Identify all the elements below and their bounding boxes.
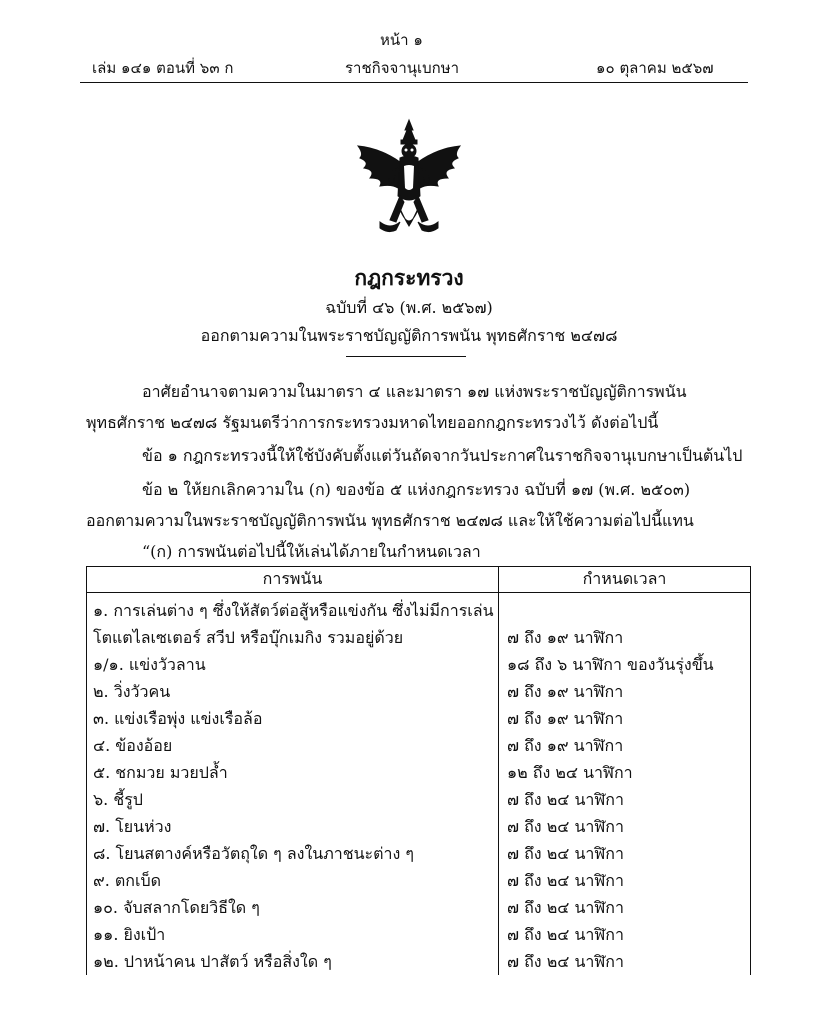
gambling-schedule-table [86, 566, 751, 975]
volume-issue: เล่ม ๑๔๑ ตอนที่ ๖๓ ก [92, 59, 234, 77]
table-header-row [87, 567, 751, 593]
time-cell: ๗ ถึง ๒๔ นาฬิกา [499, 894, 751, 921]
time-cell: ๗ ถึง ๒๔ นาฬิกา [499, 813, 751, 840]
gambling-cell: ๙. ตกเบ็ด [87, 867, 499, 894]
title-divider [346, 356, 466, 357]
time-cell: ๗ ถึง ๑๙ นาฬิกา [499, 678, 751, 705]
time-cell: ๗ ถึง ๒๔ นาฬิกา [499, 786, 751, 813]
time-cell: ๗ ถึง ๑๙ นาฬิกา [499, 705, 751, 732]
regulation-number: ฉบับที่ ๔๖ (พ.ศ. ๒๕๖๗) [325, 298, 493, 317]
document-subtitle: ออกตามความในพระราชบัญญัติการพนัน พุทธศักราช ๒๔๗๘ [200, 326, 618, 345]
gambling-cell: ๑๐. จับสลากโดยวิธีใด ๆ [87, 894, 499, 921]
clause-2-line-1: ข้อ ๒ ให้ยกเลิกความใน (ก) ของข้อ ๕ แห่งกฎกระทรวง ฉบับที่ ๑๗ (พ.ศ. ๒๕๐๓) [142, 480, 691, 499]
column-header-gambling: การพนัน [87, 567, 499, 593]
gambling-cell: ๑/๑. แข่งวัวลาน [87, 651, 499, 678]
time-cell: ๗ ถึง ๑๙ นาฬิกา [499, 732, 751, 759]
document-title: กฎกระทรวง [354, 265, 464, 290]
gambling-cell-line-1: ๑. การเล่นต่าง ๆ ซึ่งให้สัตว์ต่อสู้หรือแข่งกัน ซึ่งไม่มีการเล่น [93, 601, 494, 620]
table-row [87, 840, 751, 867]
gambling-cell: ๒. วิ่งวัวคน [87, 678, 499, 705]
table-row [87, 867, 751, 894]
gambling-cell: ๑๒. ปาหน้าคน ปาสัตว์ หรือสิ่งใด ๆ [87, 948, 499, 975]
page-number: หน้า ๑ [380, 31, 423, 49]
table-row [87, 651, 751, 678]
table-row [87, 894, 751, 921]
table-row [87, 759, 751, 786]
time-cell: ๑๒ ถึง ๒๔ นาฬิกา [499, 759, 751, 786]
table-row [87, 948, 751, 975]
gambling-cell: ๖. ชี้รูป [87, 786, 499, 813]
garuda-emblem-icon [350, 118, 468, 250]
column-header-time: กำหนดเวลา [499, 567, 751, 593]
gambling-cell: ๔. ข้องอ้อย [87, 732, 499, 759]
clause-2-line-2: ออกตามความในพระราชบัญญัติการพนัน พุทธศักราช ๒๔๗๘ และให้ใช้ความต่อไปนี้แทน [86, 511, 694, 530]
gambling-cell: ๘. โยนสตางค์หรือวัตถุใด ๆ ลงในภาชนะต่าง ๆ [87, 840, 499, 867]
gambling-cell: ๑๑. ยิงเป้า [87, 921, 499, 948]
header-rule [80, 82, 748, 83]
gambling-cell-line-2: โตแตไลเซเตอร์ สวีป หรือบุ๊กเมกิง รวมอยู่ด้วย [93, 628, 404, 647]
clause-1: ข้อ ๑ กฎกระทรวงนี้ให้ใช้บังคับตั้งแต่วันถัดจากวันประกาศในราชกิจจานุเบกษาเป็นต้นไป [142, 446, 743, 465]
gambling-cell: ๗. โยนห่วง [87, 813, 499, 840]
table-row [87, 732, 751, 759]
time-cell: ๗ ถึง ๒๔ นาฬิกา [499, 867, 751, 894]
time-cell: ๗ ถึง ๒๔ นาฬิกา [499, 840, 751, 867]
time-cell: ๗ ถึง ๒๔ นาฬิกา [499, 948, 751, 975]
preamble-line-2: พุทธศักราช ๒๔๗๘ รัฐมนตรีว่าการกระทรวงมหาดไทยออกกฎกระทรวงไว้ ดังต่อไปนี้ [86, 413, 659, 432]
publication-date: ๑๐ ตุลาคม ๒๕๖๗ [596, 59, 714, 77]
table-row [87, 921, 751, 948]
quote-intro: “(ก) การพนันต่อไปนี้ให้เล่นได้ภายในกำหนดเวลา [142, 542, 481, 561]
table-row [87, 813, 751, 840]
preamble-line-1: อาศัยอำนาจตามความในมาตรา ๔ และมาตรา ๑๗ แห่งพระราชบัญญัติการพนัน [142, 382, 687, 401]
table-row [87, 593, 751, 652]
publication-name: ราชกิจจานุเบกษา [345, 59, 460, 77]
table-row [87, 786, 751, 813]
gambling-cell: ๕. ชกมวย มวยปล้ำ [87, 759, 499, 786]
gambling-cell: ๓. แข่งเรือพุ่ง แข่งเรือล้อ [87, 705, 499, 732]
time-cell: ๗ ถึง ๑๙ นาฬิกา [499, 593, 751, 652]
table-row [87, 705, 751, 732]
gambling-cell [87, 593, 499, 652]
time-cell: ๗ ถึง ๒๔ นาฬิกา [499, 921, 751, 948]
time-cell: ๑๘ ถึง ๖ นาฬิกา ของวันรุ่งขึ้น [499, 651, 751, 678]
table-row [87, 678, 751, 705]
